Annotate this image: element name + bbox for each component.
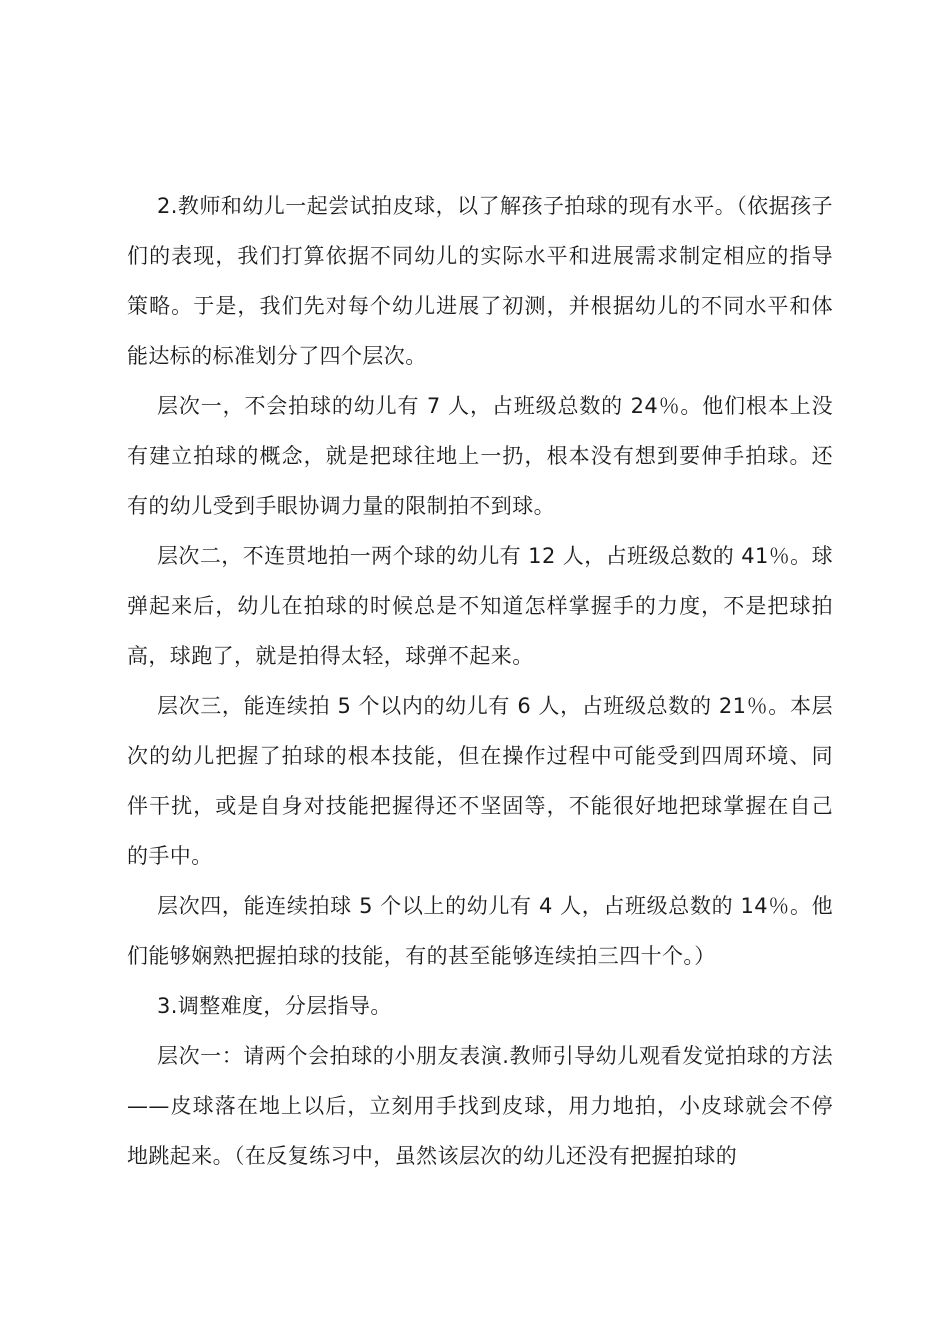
document-body <box>127 181 833 1181</box>
paragraph-step-2-intro: 2.教师和幼儿一起尝试拍皮球，以了解孩子拍球的现有水平。（依据孩子们的表现，我们打算依据不同幼儿的实际水平和进展需求制定相应的指导策略。于是，我们先对每个幼儿进展了初测，并根据幼儿的不同水平和体能达标的标准划分了四个层次。 <box>127 194 833 368</box>
paragraph-level-1-guidance: 层次一：请两个会拍球的小朋友表演.教师引导幼儿观看发觉拍球的方法——皮球落在地上以后，立刻用手找到皮球，用力地拍，小皮球就会不停地跳起来。（在反复练习中，虽然该层次的幼儿还没有把握拍球的 <box>127 1044 833 1168</box>
paragraph-level-3: 层次三，能连续拍 5 个以内的幼儿有 6 人，占班级总数的 21％。本层次的幼儿把握了拍球的根本技能，但在操作过程中可能受到四周环境、同伴干扰，或是自身对技能把握得还不坚固等，不能很好地把球掌握在自己的手中。 <box>127 694 833 868</box>
paragraph-step-3-heading: 3.调整难度，分层指导。 <box>157 994 392 1018</box>
paragraph-level-1: 层次一，不会拍球的幼儿有 7 人，占班级总数的 24％。他们根本上没有建立拍球的概念，就是把球往地上一扔，根本没有想到要伸手拍球。还有的幼儿受到手眼协调力量的限制拍不到球。 <box>127 394 833 518</box>
paragraph-level-2: 层次二，不连贯地拍一两个球的幼儿有 12 人，占班级总数的 41％。球弹起来后，幼儿在拍球的时候总是不知道怎样掌握手的力度，不是把球拍高，球跑了，就是拍得太轻，球弹不起来。 <box>127 544 833 668</box>
paragraph-level-4: 层次四，能连续拍球 5 个以上的幼儿有 4 人，占班级总数的 14％。他们能够娴熟把握拍球的技能，有的甚至能够连续拍三四十个。） <box>127 894 833 968</box>
